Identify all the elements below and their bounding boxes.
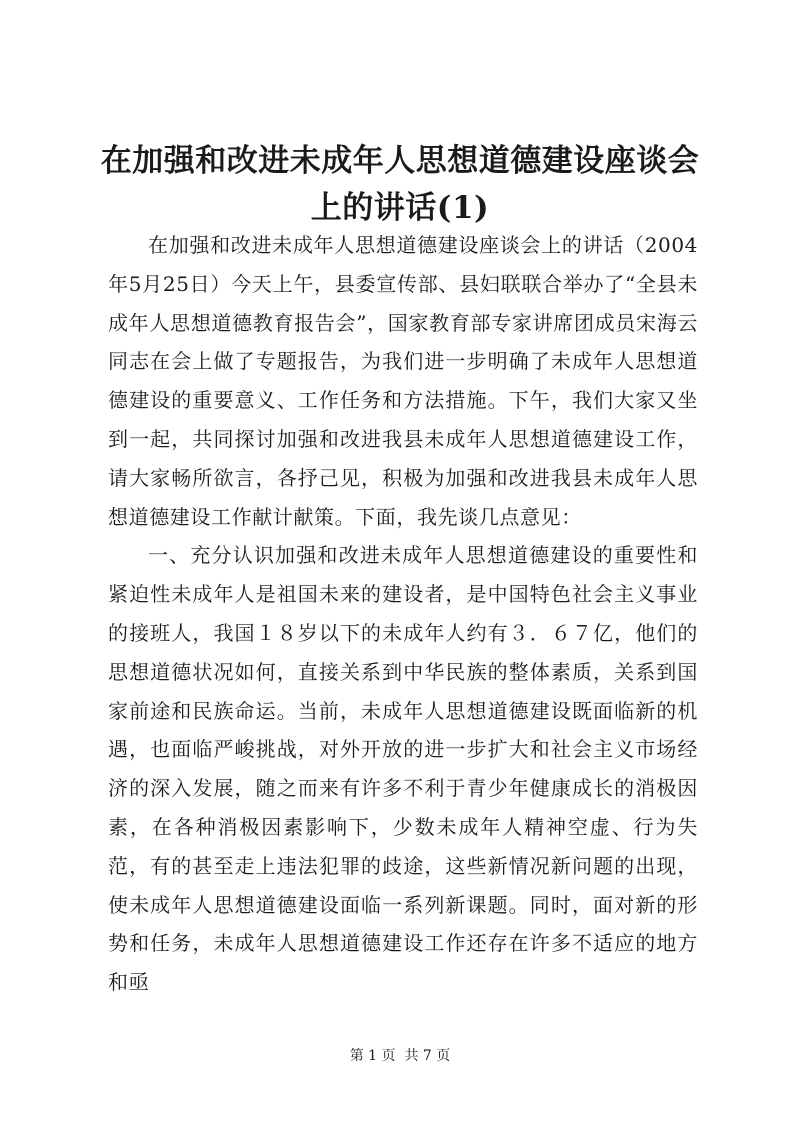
page-footer [0, 1046, 800, 1066]
paragraph-intro: 在加强和改进未成年人思想道德建设座谈会上的讲话（2004年5月25日）今天上午，县委宣传部、县妇联联合举办了“全县未成年人思想道德教育报告会”，国家教育部专家讲席团成员宋海云同志在会上做了专题报告，为我们进一步明确了未成年人思想道德建设的重要意义、工作任务和方法措施。下午，我们大家又坐到一起，共同探讨加强和改进我县未成年人思想道德建设工作，请大家畅所欲言，各抒己见，积极为加强和改进我县未成年人思想道德建设工作献计献策。下面，我先谈几点意见： [108, 233, 698, 529]
paragraph-section-one: 一、充分认识加强和改进未成年人思想道德建设的重要性和紧迫性未成年人是祖国未来的建设者，是中国特色社会主义事业的接班人，我国１８岁以下的未成年人约有３．６７亿，他们的思想道德状况如何，直接关系到中华民族的整体素质，关系到国家前途和民族命运。当前，未成年人思想道德建设既面临新的机遇，也面临严峻挑战，对外开放的进一步扩大和社会主义市场经济的深入发展，随之而来有许多不利于青少年健康成长的消极因素，在各种消极因素影响下，少数未成年人精神空虚、行为失范，有的甚至走上违法犯罪的歧途，这些新情况新问题的出现，使未成年人思想道德建设面临一系列新课题。同时，面对新的形势和任务，未成年人思想道德建设工作还存在许多不适应的地方和亟 [108, 543, 698, 995]
document-body [108, 226, 698, 1002]
document-title: 在加强和改进未成年人思想道德建设座谈会上的讲话(1) [100, 143, 700, 226]
page-total: 共 7 页 [404, 1048, 451, 1064]
page-number: 第 1 页 [349, 1048, 396, 1064]
